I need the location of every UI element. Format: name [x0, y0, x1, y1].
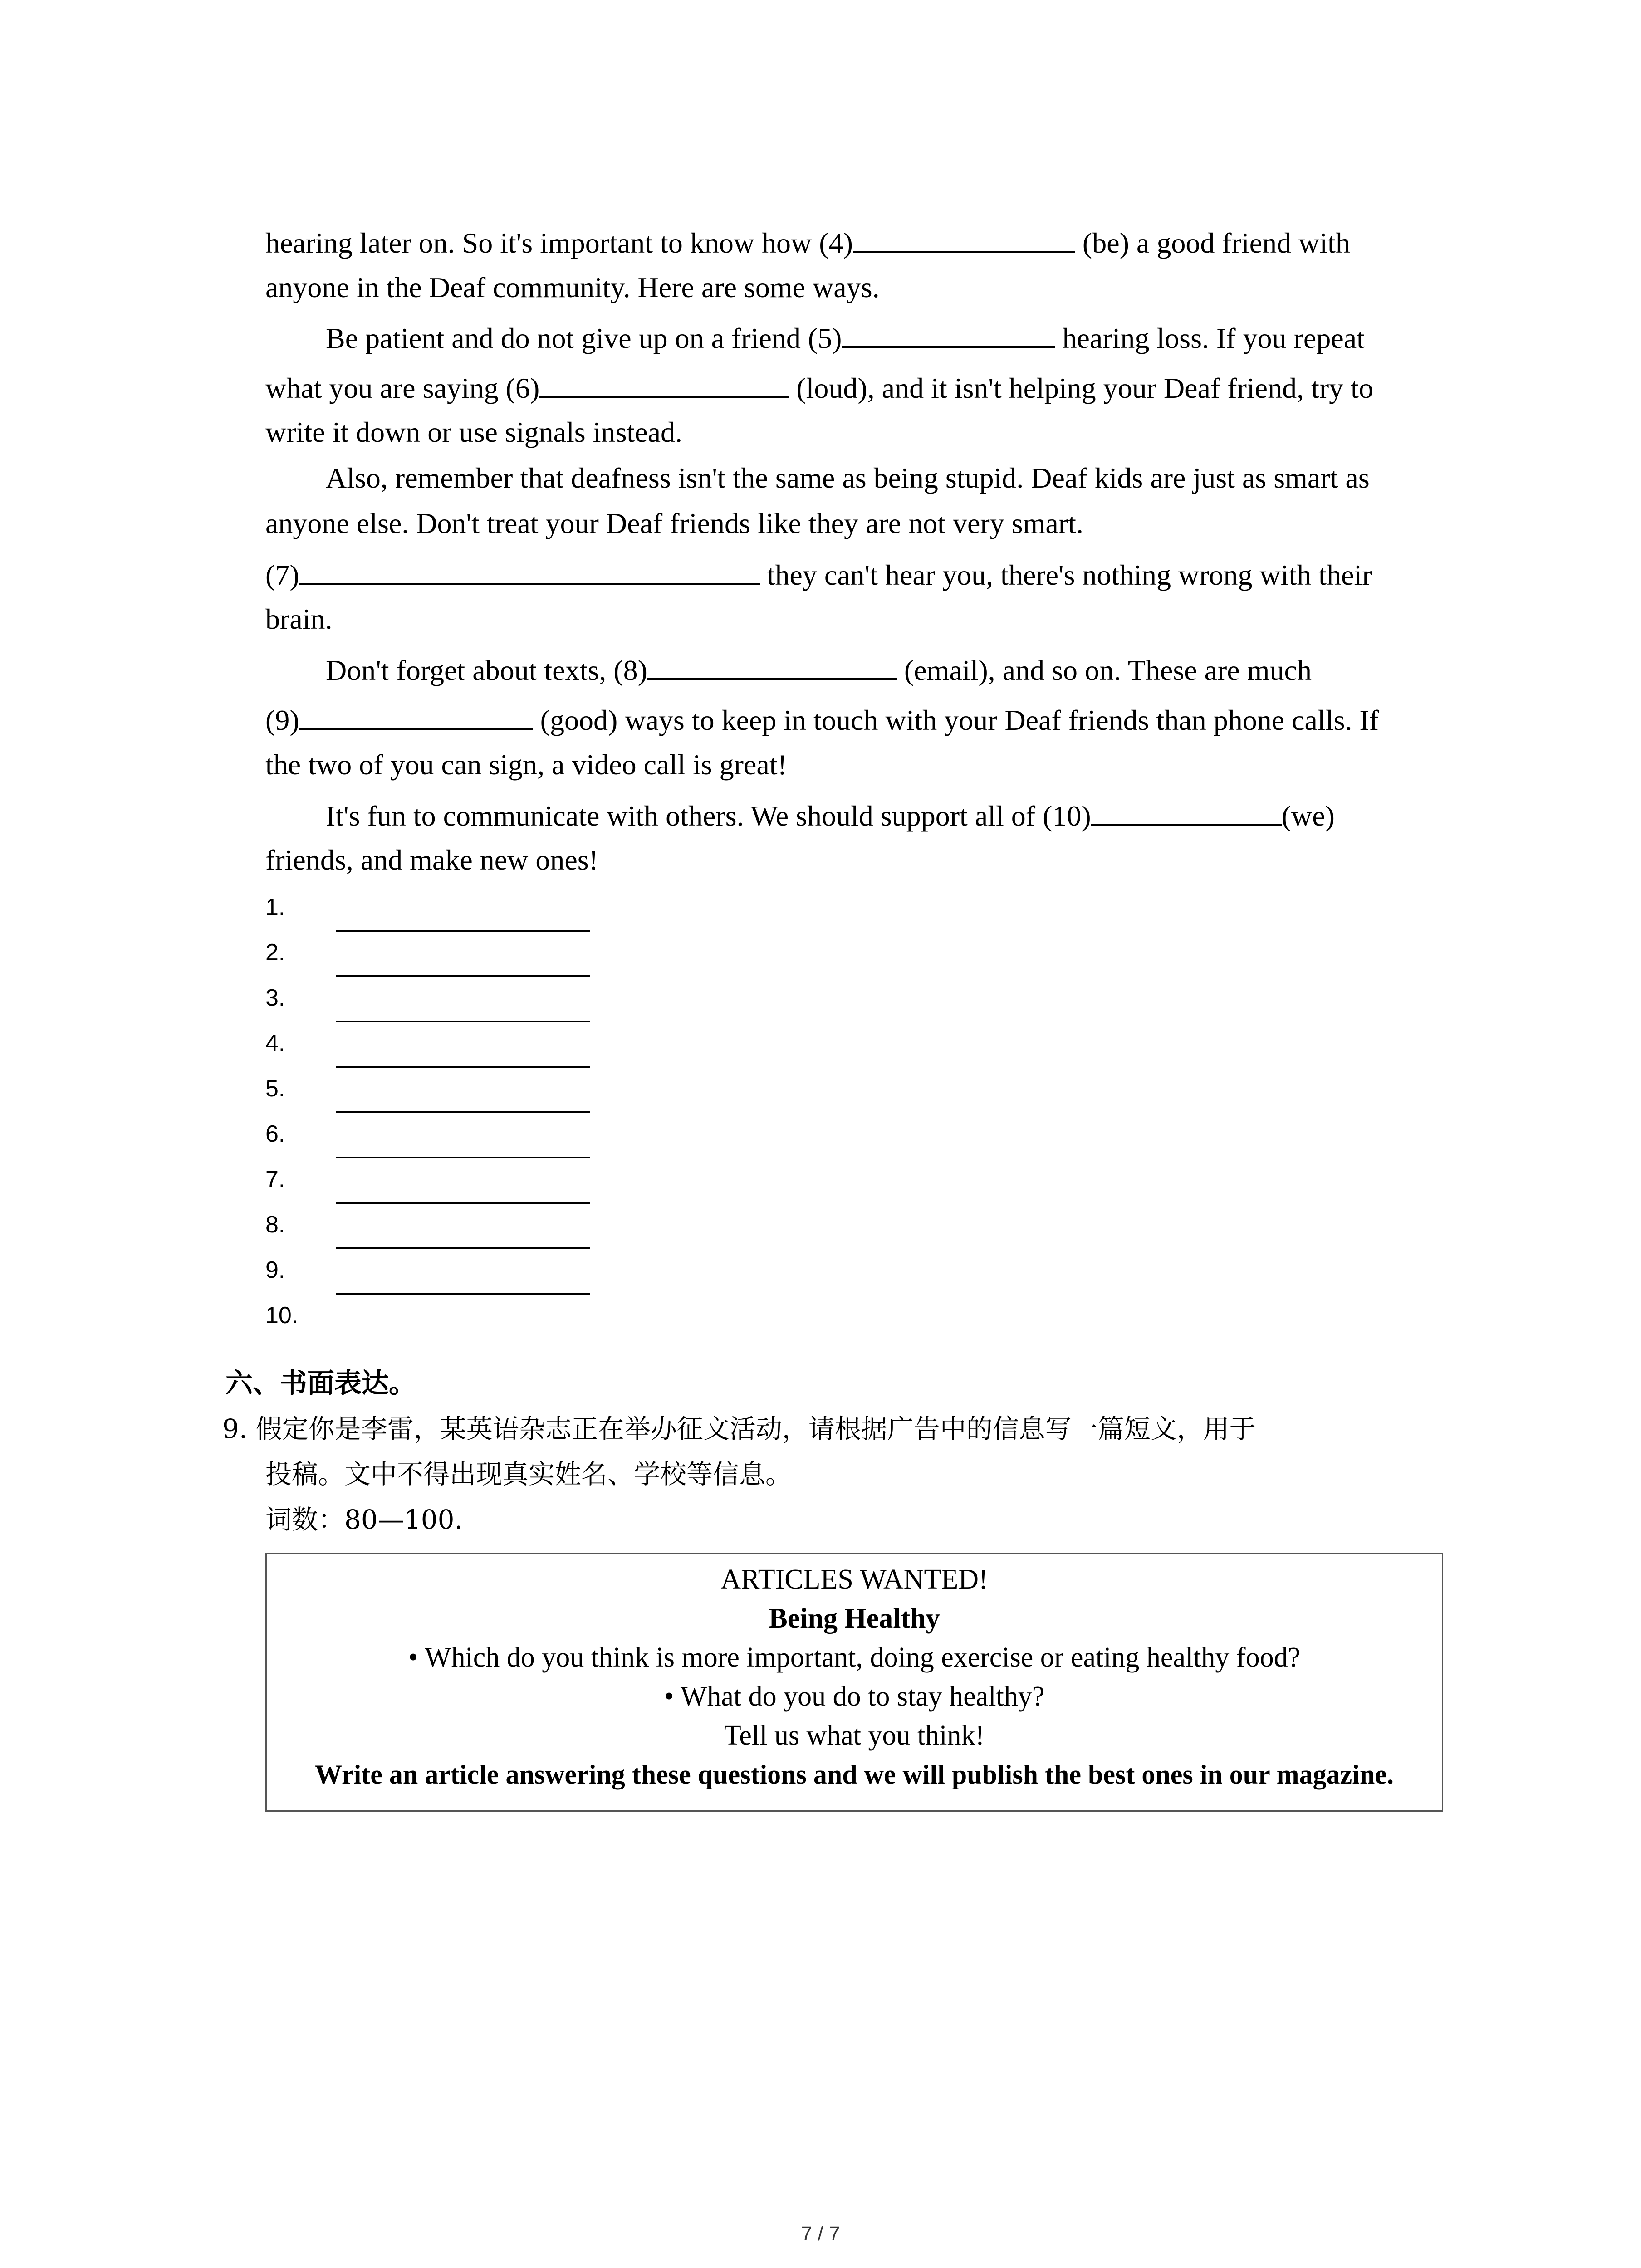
passage-text: Don't forget about texts, (8) [326, 654, 647, 686]
blank-10[interactable] [1091, 797, 1282, 826]
passage-text: (we) [1281, 800, 1335, 832]
answer-row [265, 1161, 285, 1198]
answer-line-8[interactable] [336, 1247, 590, 1249]
passage-text: the two of you can sign, a video call is great! [265, 748, 787, 781]
passage-text: what you are saying (6) [265, 372, 540, 404]
answer-number: 6. [265, 1121, 285, 1147]
section-heading: 六、书面表达。 [225, 1368, 416, 1399]
passage-text: (7) [265, 559, 299, 591]
answer-row [265, 1297, 298, 1334]
answer-line-5[interactable] [336, 1111, 590, 1113]
passage-text: Also, remember that deafness isn't the same as being stupid. Deaf kids are just as smart as [326, 462, 1370, 494]
passage-line [265, 601, 333, 637]
answer-row [265, 1207, 285, 1243]
advertisement-box [265, 1553, 1443, 1812]
ad-title: ARTICLES WANTED! [720, 1564, 988, 1595]
answer-line-1[interactable] [336, 930, 590, 932]
passage-text: It's fun to communicate with others. We should support all of (10) [326, 800, 1091, 832]
answer-number: 2. [265, 939, 285, 966]
answer-number: 5. [265, 1075, 285, 1102]
answer-line-4[interactable] [336, 1066, 590, 1068]
blank-5[interactable] [842, 319, 1055, 348]
answer-row [265, 1070, 285, 1107]
passage-text: (be) a good friend with [1075, 227, 1350, 259]
word-count-requirement: 词数：80—100. [265, 1504, 463, 1535]
passage-line [265, 842, 598, 878]
passage-line [326, 651, 1312, 689]
passage-text: (email), and so on. These are much [896, 654, 1312, 686]
question-text: 投稿。文中不得出现真实姓名、学校等信息。 [265, 1459, 792, 1490]
answer-row [265, 1116, 285, 1152]
blank-7[interactable] [299, 556, 760, 585]
ad-instruction: Write an article answering these questions and we will publish the best ones in our magazine. [315, 1760, 1394, 1789]
passage-line [265, 224, 1350, 261]
passage-text: write it down or use signals instead. [265, 416, 682, 448]
answer-line-2[interactable] [336, 975, 590, 977]
blank-9[interactable] [299, 701, 533, 730]
passage-line [326, 460, 1370, 496]
passage-line [265, 556, 1372, 593]
answer-line-3[interactable] [336, 1021, 590, 1022]
answer-number: 9. [265, 1257, 285, 1283]
passage-text: brain. [265, 603, 333, 635]
passage-line [265, 701, 1379, 738]
ad-text: Tell us what you think! [724, 1720, 985, 1751]
passage-text: anyone in the Deaf community. Here are some ways. [265, 271, 880, 303]
answer-number: 3. [265, 985, 285, 1011]
ad-bullet: • Which do you think is more important, doing exercise or eating healthy food? [408, 1642, 1301, 1673]
blank-8[interactable] [647, 651, 897, 680]
passage-line [326, 797, 1335, 834]
answer-number: 7. [265, 1166, 285, 1193]
passage-text: Be patient and do not give up on a friend (5) [326, 322, 842, 354]
answer-row [265, 934, 285, 971]
passage-text: hearing later on. So it's important to know how (4) [265, 227, 853, 259]
ad-bullet: • What do you do to stay healthy? [664, 1681, 1045, 1712]
passage-line [326, 319, 1365, 357]
answer-line-6[interactable] [336, 1157, 590, 1158]
answer-number: 1. [265, 894, 285, 920]
answer-number: 8. [265, 1212, 285, 1238]
ad-subtitle: Being Healthy [769, 1603, 940, 1634]
passage-text: (9) [265, 704, 299, 736]
answer-row [265, 889, 285, 925]
blank-6[interactable] [539, 369, 789, 398]
passage-text: anyone else. Don't treat your Deaf friends like they are not very smart. [265, 507, 1083, 539]
passage-line [265, 505, 1083, 542]
passage-text: hearing loss. If you repeat [1055, 322, 1365, 354]
passage-text: (loud), and it isn't helping your Deaf friend, try to [789, 372, 1373, 404]
answer-line-7[interactable] [336, 1202, 590, 1204]
passage-text: they can't hear you, there's nothing wrong with their [759, 559, 1372, 591]
answer-row [265, 1025, 285, 1061]
answer-row [265, 980, 285, 1016]
page-number: 7 / 7 [801, 2223, 840, 2245]
answer-number: 4. [265, 1030, 285, 1056]
answer-row [265, 1252, 285, 1288]
passage-text: friends, and make new ones! [265, 844, 598, 876]
question-text: 9. 假定你是李雷，某英语杂志正在举办征文活动，请根据广告中的信息写一篇短文，用于 [222, 1413, 1256, 1444]
answer-line-9[interactable] [336, 1293, 590, 1295]
passage-line [265, 414, 682, 450]
passage-line [265, 269, 880, 306]
passage-line [265, 369, 1373, 406]
passage-line [265, 747, 787, 783]
blank-4[interactable] [853, 224, 1075, 253]
passage-text: (good) ways to keep in touch with your Deaf friends than phone calls. If [533, 704, 1379, 736]
answer-number: 10. [265, 1302, 299, 1329]
